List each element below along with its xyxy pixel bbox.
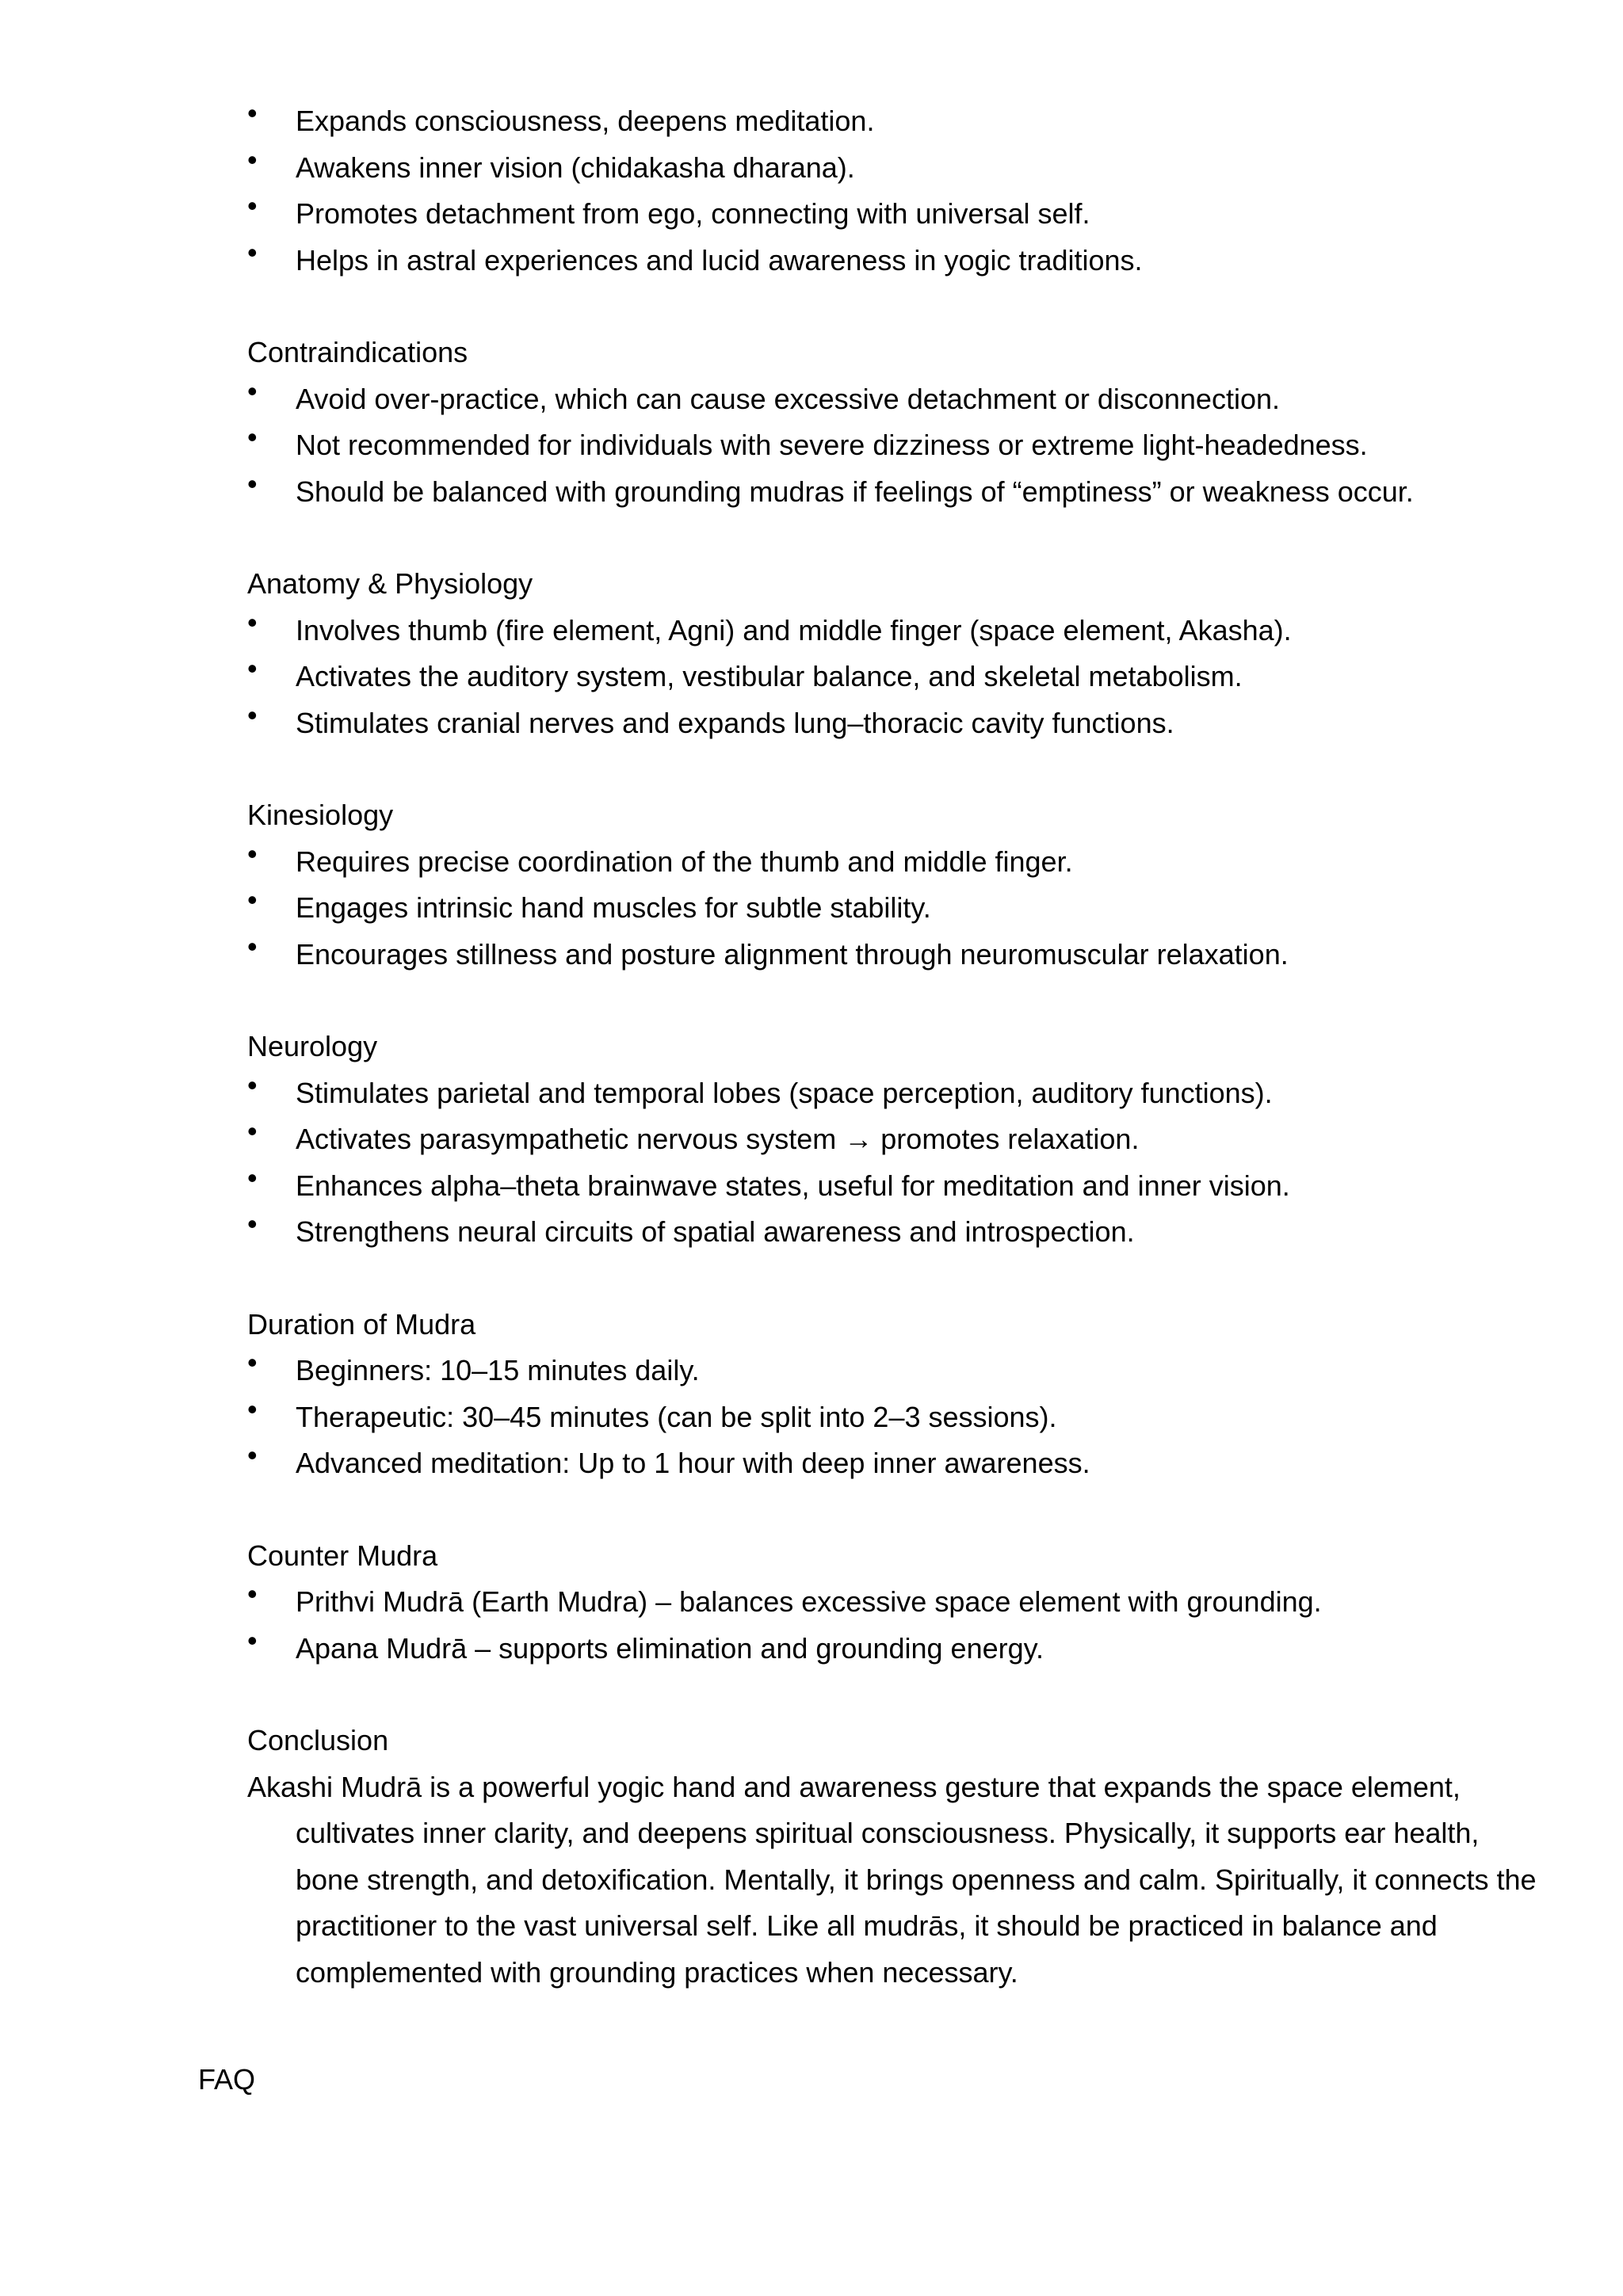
bullet-icon: • [247,421,258,453]
bullet-icon: • [247,1392,258,1425]
list-item-text: Promotes detachment from ego, connecting with universal self. [296,197,1090,230]
bullet-icon: • [247,929,258,963]
bullet-icon: • [247,1439,258,1471]
faq-heading: FAQ [198,2063,256,2096]
list-item-text: Not recommended for individuals with severe dizziness or extreme light-headedness. [296,429,1368,461]
list-item [247,1394,1531,1441]
contraindications-list [247,376,1531,516]
list-item [247,469,1531,516]
list-item-text: Expands consciousness, deepens meditation. [296,105,875,137]
list-item-text: Activates parasympathetic nervous system → promotes relaxation. [296,1123,1140,1155]
bullet-icon: • [247,189,258,222]
list-item-text: Involves thumb (fire element, Agni) and middle finger (space element, Akasha). [296,613,1292,646]
list-item [247,145,1531,192]
list-item [247,654,1531,700]
list-item-text: Avoid over-practice, which can cause excessive detachment or disconnection. [296,382,1280,415]
bullet-icon: • [247,1115,258,1147]
list-item [247,1440,1531,1487]
list-item-text: Beginners: 10–15 minutes daily. [296,1354,700,1386]
bullet-icon: • [247,143,258,176]
bullet-icon: • [247,1577,258,1610]
bullet-icon: • [247,235,258,269]
list-item [247,422,1531,469]
list-item [247,1070,1531,1117]
list-item-text: Apana Mudrā – supports elimination and grounding energy. [296,1631,1044,1665]
counter-mudra-list [247,1579,1531,1672]
list-item [247,1116,1531,1163]
list-item [247,376,1531,423]
section-heading-anatomy: Anatomy & Physiology [247,567,533,600]
section-heading-kinesiology: Kinesiology [247,799,394,831]
list-item [247,191,1531,238]
list-item [247,1163,1531,1210]
list-item [247,605,1531,654]
section-heading-conclusion: Conclusion [247,1724,389,1756]
list-item-text: Enhances alpha–theta brainwave states, useful for meditation and inner vision. [296,1169,1290,1202]
document-content [247,97,1537,1996]
bullet-icon: • [247,883,258,916]
bullet-icon: • [247,605,258,639]
list-item-text: Awakens inner vision (chidakasha dharana). [296,151,855,184]
list-item-text: Should be balanced with grounding mudras if feelings of “emptiness” or weakness occur. [296,475,1414,508]
bullet-icon: • [247,698,258,731]
list-item [247,1623,1531,1672]
list-item-text: Requires precise coordination of the thumb and middle finger. [296,845,1073,878]
section-heading-duration: Duration of Mudra [247,1307,476,1341]
conclusion-paragraph: Akashi Mudrā is a powerful yogic hand and awareness gesture that expands the space element, cultivates inner clarity, and deepens spiritual consciousness. Physically, it supports ear health, bone strength, and detoxification. Mentally, it brings openness and calm. Spiritually, it connects the practitioner to the vast universal self. Like all mudrās, it should be practiced in balance and complemented with grounding practices when necessary. [247,1770,1537,1989]
list-item-text: Prithvi Mudrā (Earth Mudra) – balances excessive space element with grounding. [296,1585,1322,1618]
list-item-text: Therapeutic: 30–45 minutes (can be split into 2–3 sessions). [296,1400,1057,1433]
list-item [247,1579,1531,1626]
list-item-text: Activates the auditory system, vestibular balance, and skeletal metabolism. [296,660,1243,692]
benefits-list [247,98,1531,284]
bullet-icon: • [247,374,258,407]
bullet-icon: • [247,837,258,870]
list-item [247,700,1531,747]
list-item [247,98,1531,145]
list-item-text: Encourages stillness and posture alignment through neuromuscular relaxation. [296,937,1289,971]
bullet-icon: • [247,1623,258,1657]
bullet-icon: • [247,1346,258,1379]
neurology-list [247,1070,1531,1256]
list-item-text: Strengthens neural circuits of spatial awareness and introspection. [296,1215,1135,1248]
section-heading-counter-mudra: Counter Mudra [247,1539,438,1572]
list-item-text: Advanced meditation: Up to 1 hour with deep inner awareness. [296,1447,1090,1479]
bullet-icon: • [247,1161,258,1194]
anatomy-list [247,605,1531,747]
list-item-text: Helps in astral experiences and lucid awareness in yogic traditions. [296,243,1143,277]
bullet-icon: • [247,1207,258,1240]
list-item [247,1209,1531,1256]
list-item-text: Stimulates cranial nerves and expands lung–thoracic cavity functions. [296,706,1174,739]
bullet-icon: • [247,97,258,129]
bullet-icon: • [247,467,258,500]
bullet-icon: • [247,1068,258,1101]
duration-list [247,1348,1531,1487]
section-heading-neurology: Neurology [247,1030,378,1062]
kinesiology-list [247,839,1531,978]
list-item-text: Stimulates parietal and temporal lobes (space perception, auditory functions). [296,1076,1273,1109]
section-heading-contraindications: Contraindications [247,336,468,368]
list-item-text: Engages intrinsic hand muscles for subtle stability. [296,891,931,924]
bullet-icon: • [247,652,258,685]
list-item [247,235,1531,284]
list-item [247,885,1531,932]
list-item [247,1348,1531,1394]
list-item [247,839,1531,886]
list-item [247,929,1531,978]
